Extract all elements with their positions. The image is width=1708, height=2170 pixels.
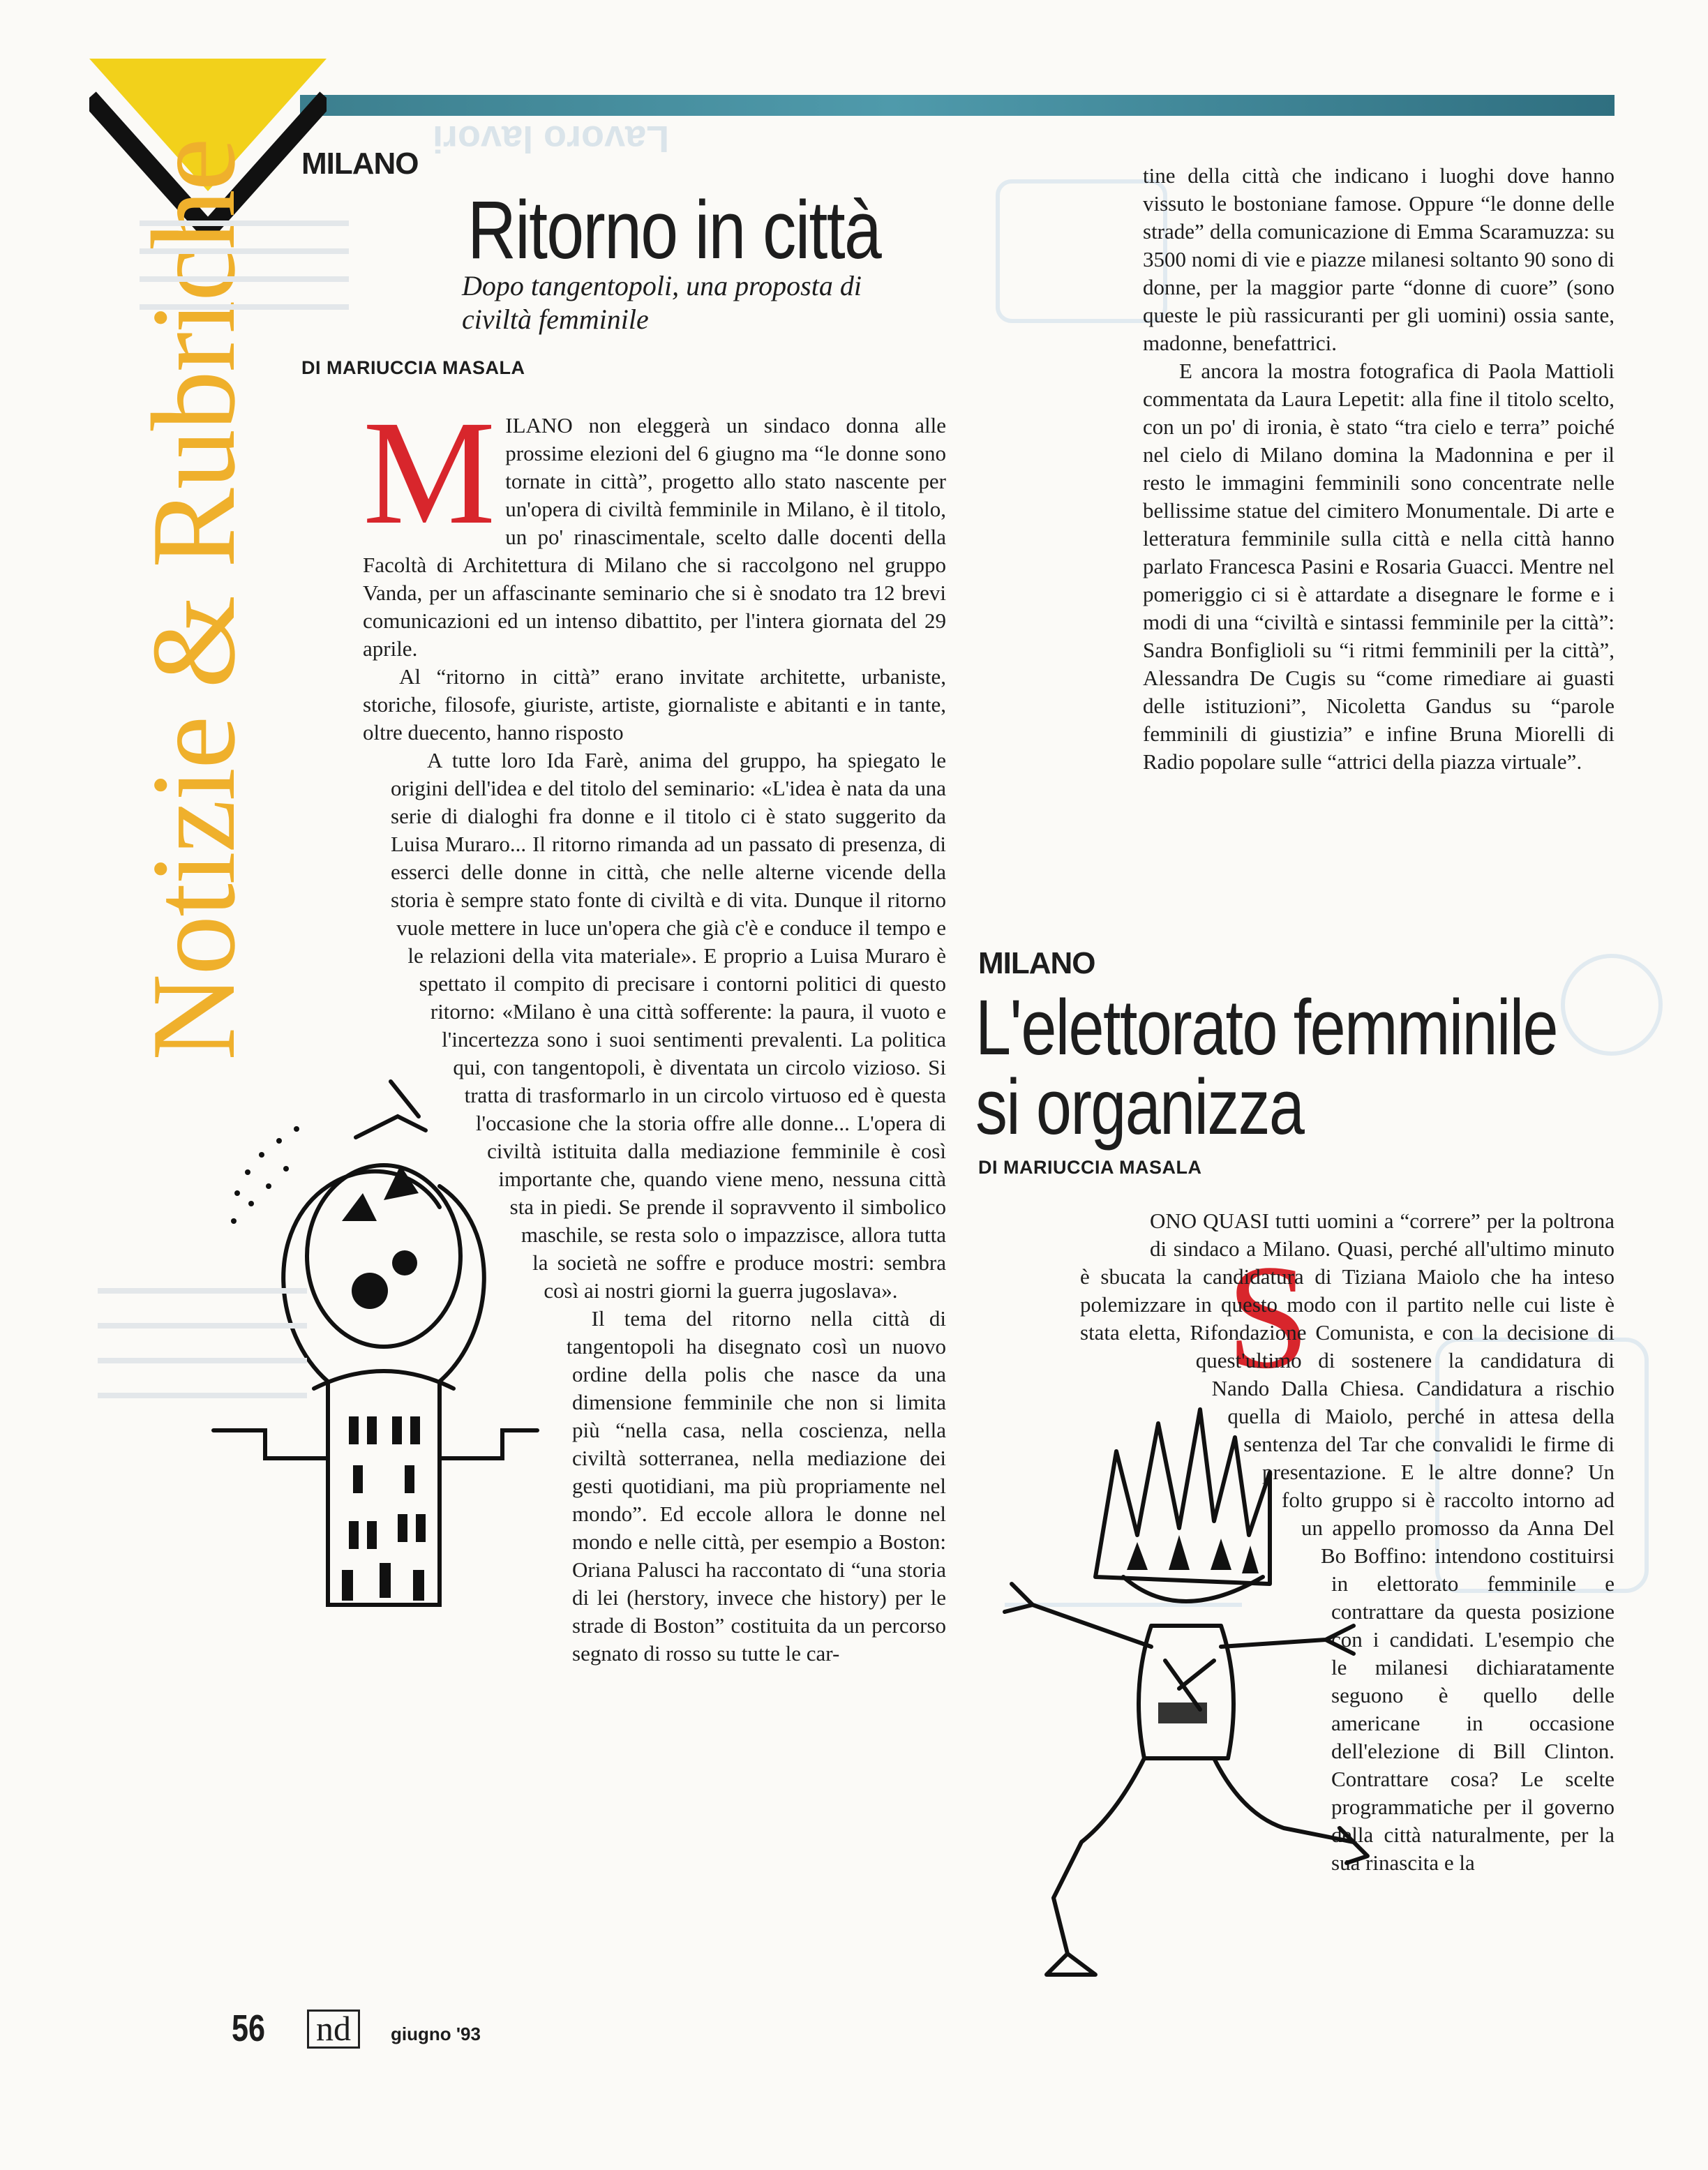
issue-date: giugno '93: [391, 2023, 481, 2044]
ghost-text-lines: [98, 209, 363, 1605]
magazine-logo: nd: [307, 2010, 360, 2049]
ghost-header-text: Lavoro lavori: [433, 118, 670, 160]
header-band: [300, 95, 1615, 116]
article2-title-line2: si organizza: [975, 1063, 1304, 1151]
page-number: 56: [232, 2007, 266, 2049]
article1-dropcap: M: [363, 390, 496, 555]
article1-title: Ritorno in città: [467, 184, 881, 276]
article2-kicker: MILANO: [978, 946, 1095, 980]
article1-paragraph-text: non eleggerà un sindaco donna alle prossime elezioni del 6 giugno ma “le donne sono tornate in città”, progetto allo stato nascente per un'opera di civiltà femminile in Milano, è il titolo, un po' rinascimentale, scelto dalle docenti della Facoltà di Architettura di Milano che si raccolgono nel gruppo Vanda, per un affascinante seminario che si è snodato tra 12 brevi comunicazioni ed un intenso dibattito, per l'intera giornata del 29 aprile.: [363, 413, 946, 661]
article1-paragraph: A tutte loro Ida Farè, anima del gruppo, ha spiegato le origini dell'idea e del titolo del seminario: «L'idea è nata da una serie di dialoghi fra donne e il titolo ci è stato suggerito da Luisa Muraro... Il ritorno rimanda ad un passato di presenza, di esserci delle donne in città, che nelle alterne vicende della storia è sempre stato fonte di civiltà e di vita. Dunque il ritorno vuole mettere in luce un'opera che già c'è e conduce il tempo e le relazioni della vita materiale». E proprio a Luisa Muraro è spettato il compito di precisare i contorni politici di questo ritorno: «Milano è una città sofferente: la paura, il vuoto e l'incertezza sono i suoi sentimenti prevalenti. La politica qui, con tangentopoli, è diventata un circolo vizioso. Si tratta di trasformarlo in un circolo virtuoso ed è questa l'occasione che la storia offre alle donne... L'opera di civiltà istituita dalla mediazione femminile è così importante che, quando viene meno, nessuna città sta in piedi. Se prende il sopravvento il simbolico maschile, se resta solo o impazzisce, allora tutta la società ne soffre e produce mostri: sembra così ai nostri giorni la guerra jugoslava».: [391, 748, 946, 1303]
article2-paragraph-text: tutti uomini a “correre” per la poltrona di sindaco a Milano. Quasi, perché all'ultimo minuto è sbucata la candidatura di Tiziana Maiolo che ha inteso polemizzare in questo modo con il partito nelle cui liste è stata eletta, Rifondazione Comunista, e con la decisione di quest'ultimo di sostenere la candidatura di Nando Dalla Chiesa. Candidatura a rischio quella di Maiolo, perché in attesa della sentenza del Tar che convalidi le firme di presentazione. E le altre donne? Un folto gruppo si è raccolto intorno ad un appello promosso da Anna Del Bo Boffino: intendono costituirsi in elettorato femminile e contrattare da questa posizione con i candidati. L'esempio che le milanesi dichiaratamente seguono è quello delle americane in occasione dell'elezione di Bill Clinton. Contrattare cosa? Le scelte programmatiche per il governo della città naturalmente, per la sua rinascita e la: [1080, 1209, 1615, 1875]
article1-paragraph: E ancora la mostra fotografica di Paola Mattioli commentata da Laura Lepetit: alla fine il titolo scelto, con un po' di ironia, è stato “tra cielo e terra” poiché nel cielo di Milano domina la Madonnina e per il resto le immagini femminili sono concentrate nelle bellissime statue del cimitero Monumentale. Di arte e letteratura femminile sulla città e nella città hanno parlato Francesca Pasini e Rosaria Guacci. Mentre nel pomeriggio ci si è attardate a disegnare le forme e i modi di una “civiltà e sintassi femminile per la città”: Sandra Bonfiglioli su “i ritmi femminili per la città”, Alessandra De Cugis su “come rimediare ai guasti delle istituzioni”, Nicoletta Gandus su “parole femminili di giustizia” e infine Bruna Miorelli di Radio popolare sulle “attrici della piazza virtuale”.: [1143, 359, 1615, 774]
article1-paragraph: [363, 390, 946, 663]
section-label: Notizie & Rubriche: [128, 139, 260, 1061]
running-woman-illustration: [991, 1395, 1381, 2010]
article2-dropcap: S: [1227, 1234, 1310, 1400]
article1-kicker: MILANO: [301, 147, 419, 181]
article1-paragraph: Il tema del ritorno nella città di tangentopoli ha disegnato così un nuovo ordine della polis che nasce da una dimensione femminile che non si limita più “nella casa, nella coscienza, nella civiltà sotterranea, nella mediazione dei gesti quotidiani, ma più propriamente nel mondo”. Ed eccole allora le donne nel mondo e nelle città, per esempio a Boston: Oriana Palusci ha raccontato di “una storia di lei (herstory, invece che history) per le strade di Boston” costituita da un percorso segnato di rosso su tutte le car-: [566, 1306, 946, 1666]
article1-subtitle: Dopo tangentopoli, una proposta di civiltà femminile: [462, 270, 862, 335]
article1-column-right: [1143, 162, 1615, 776]
article2-lead-word: ONO QUASI: [1150, 1209, 1269, 1233]
article1-paragraph: tine della città che indicano i luoghi dove hanno vissuto le bostoniane famose. Oppure “le donne delle strade” della comunicazione di Emma Scaramuzza: su 3500 nomi di vie e piazze milanesi soltanto 90 sono di donne, per la maggior parte “donne di cuore” (sono queste le più rassicuranti per gli uomini) ossia sante, madonne, benefattrici.: [1143, 163, 1615, 355]
article1-byline: DI MARIUCCIA MASALA: [301, 357, 525, 378]
article2-byline: DI MARIUCCIA MASALA: [978, 1157, 1202, 1178]
article2-title-line1: L'elettorato femminile: [975, 984, 1557, 1071]
article1-lead-word: ILANO: [505, 413, 573, 437]
article1-paragraph: Al “ritorno in città” erano invitate architette, urbaniste, storiche, filosofe, giuriste, artiste, giornaliste e abitanti e in tante, oltre duecento, hanno risposto: [363, 664, 946, 744]
